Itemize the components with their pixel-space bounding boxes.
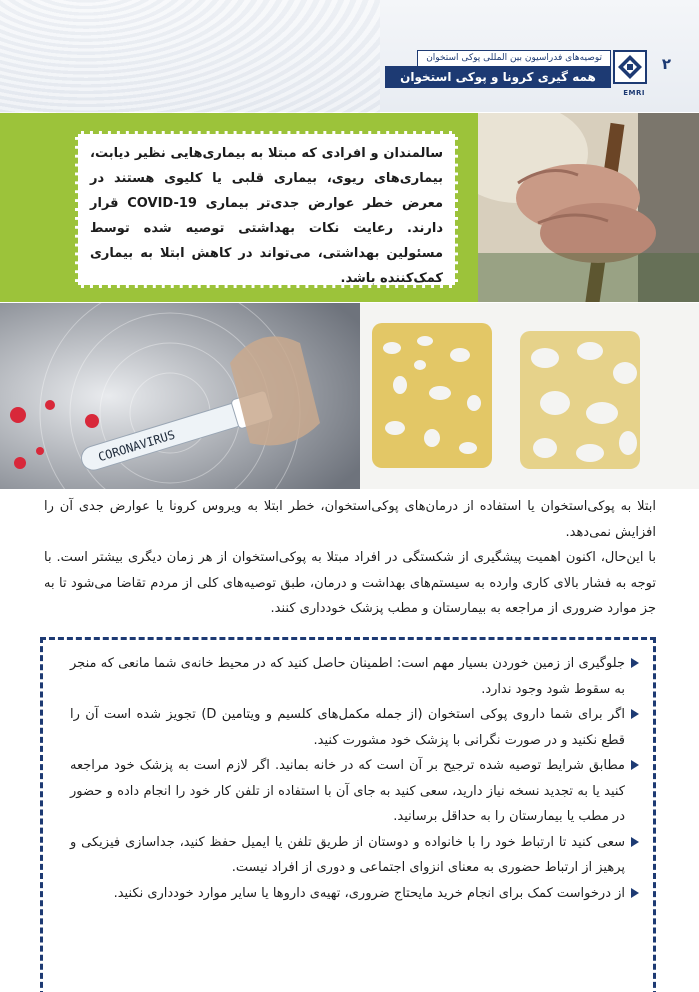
bullet-arrow-icon	[631, 760, 639, 770]
intro-section	[44, 494, 656, 622]
list-item: جلوگیری از زمین خوردن بسیار مهم است: اطمینان حاصل کنید که در محیط خانه‌ی شما مانعی که منجر به سقوط شود وجود ندارد.	[70, 651, 639, 702]
bullet-arrow-icon	[631, 888, 639, 898]
list-item: اگر برای شما داروی پوکی استخوان (از جمله مکمل‌های کلسیم و ویتامین D) تجویز شده است آن را قطع نکنید و در صورت نگرانی با پزشک خود مشورت کنید.	[70, 702, 639, 753]
recommendations-list	[70, 651, 639, 906]
emri-logo-icon	[613, 50, 647, 90]
tube-label: CORONAVIRUS	[96, 427, 177, 465]
coronavirus-bone-illustration	[0, 303, 699, 489]
bullet-arrow-icon	[631, 837, 639, 847]
quote-text: سالمندان و افرادی که مبتلا به بیماری‌هایی نظیر دیابت، بیماری‌های ریوی، بیماری قلبی یا کلیوی هستند در معرض خطر عوارض جدی‌تر بیماری COVID-19 قرار دارند. رعایت نکات بهداشتی توصیه شده توسط مسئولین بهداشتی، می‌تواند در کاهش ابتلا به بیماری کمک‌کننده باشد.	[90, 146, 443, 286]
bullet-arrow-icon	[631, 709, 639, 719]
header-title: همه گیری کرونا و پوکی استخوان	[385, 66, 611, 88]
elderly-hands-cane-photo	[478, 113, 699, 302]
page-number: ۲	[661, 55, 671, 73]
header-subtitle: توصیه‌های فدراسیون بین المللی پوکی استخوان	[417, 50, 611, 67]
logo-caption: EMRI	[623, 89, 645, 97]
bullet-arrow-icon	[631, 658, 639, 668]
list-item: مطابق شرایط توصیه شده ترجیح بر آن است که در خانه بمانید. اگر لازم است به پزشک خود مراجعه کنید یا به تجدید نسخه نیاز دارید، سعی کنید به جای آن با استفاده از تلفن کار خود را انجام داده و حضور در مطب یا بیمارستان را به حداقل برسانید.	[70, 753, 639, 830]
quote-box	[75, 131, 458, 288]
intro-paragraph-1: ابتلا به پوکی‌استخوان یا استفاده از درمان‌های پوکی‌استخوان، خطر ابتلا به ویروس کرونا یا عوارض جدی آن را افزایش نمی‌دهد.	[44, 499, 656, 540]
intro-paragraph-2: با این‌حال، اکنون اهمیت پیشگیری از شکستگی در افراد مبتلا به پوکی‌استخوان از هر زمان دیگری بیشتر است. با توجه به فشار بالای کاری وارده به سیستم‌های بهداشت و درمان، طبق توصیه‌های کلی از مردم تقاضا می‌شود تا به جز موارد ضروری از مراجعه به بیمارستان و مطب پزشک خودداری کنند.	[44, 550, 656, 616]
list-item: از درخواست کمک برای انجام خرید مایحتاج ضروری، تهیه‌ی داروها یا سایر موارد خودداری نکنید.	[70, 881, 639, 907]
list-item: سعی کنید تا ارتباط خود را با خانواده و دوستان از طریق تلفن یا ایمیل حفظ کنید، جداسازی فیزیکی و پرهیز از ارتباط حضوری به معنای انزوای اجتماعی و دوری از افراد نیست.	[70, 830, 639, 881]
